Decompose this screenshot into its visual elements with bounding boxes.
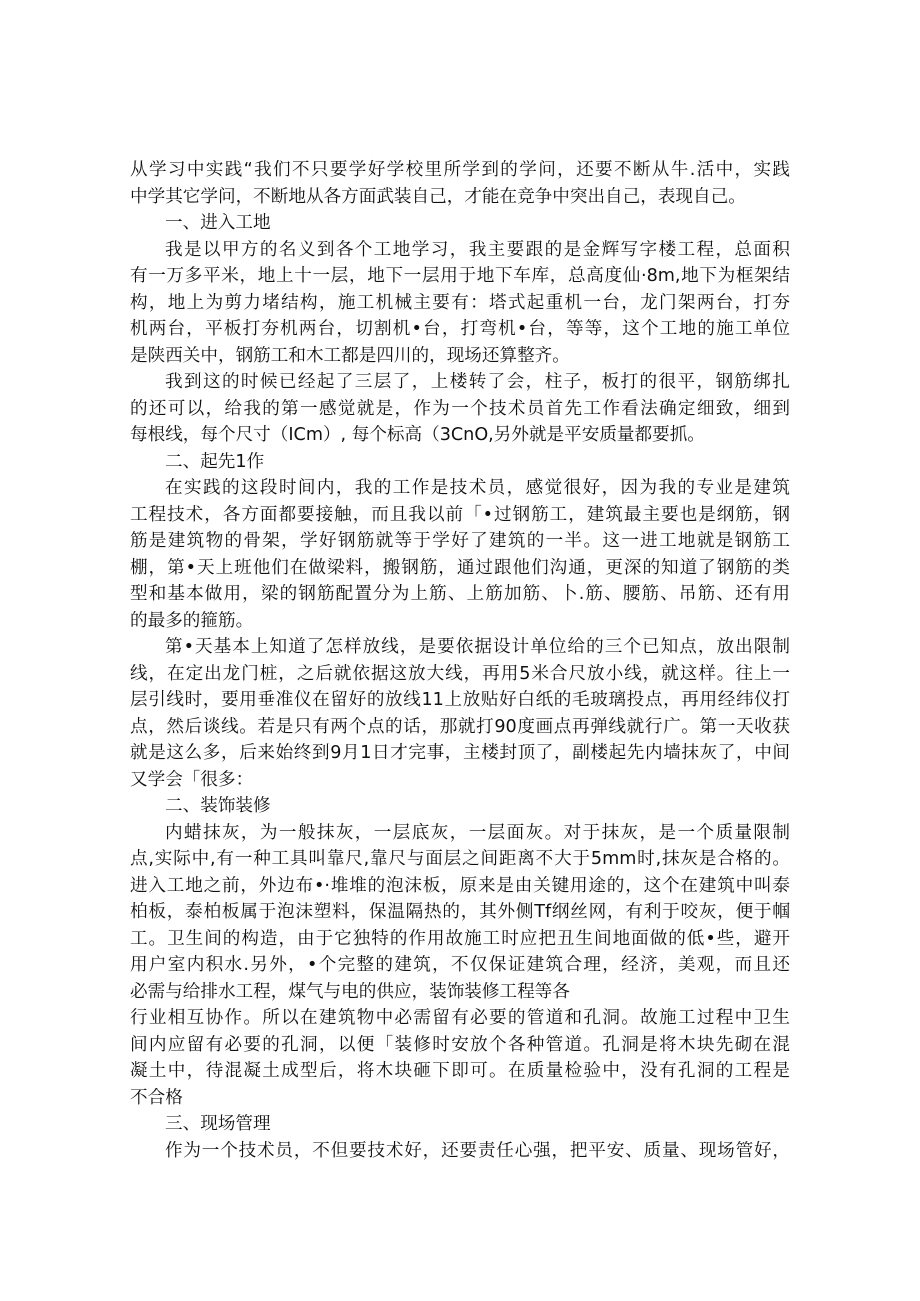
text-line: 柏板，泰柏板属于泡沫塑料，保温隔热的，其外侧Tf纲丝网，有利于咬灰，便于帼 <box>130 902 790 922</box>
paragraph <box>130 475 790 634</box>
text-line: 点,实际中,有一种工具叫靠尺,靠尺与面层之间距离不大于5mm时,抹灰是合格的。 <box>130 849 790 869</box>
paragraph <box>130 237 790 370</box>
text-line: 层引线时，要用垂准仪在留好的放线11上放贴好白纸的毛玻璃投点，再用经纬仪打 <box>130 690 790 710</box>
text-line: 棚，第•天上班他们在做梁料，搬钢筋，通过跟他们沟通，更深的知道了钢筋的类 <box>130 557 790 578</box>
text-line: 行业相互协作。所以在建筑物中必需留有必要的管道和孔洞。故施工过程中卫生 <box>130 1008 790 1028</box>
paragraph <box>130 369 790 449</box>
text-line: 构，地上为剪力堵结构，施工机械主要有：塔式起重机一台，龙门架两台，打夯 <box>130 292 790 313</box>
text-line: 机两台，平板打夯机两台，切割机•台，打弯机•台，等等，这个工地的施工单位 <box>130 319 790 339</box>
text-line: 内蜡抹灰，为一般抹灰，一层底灰，一层面灰。对于抹灰，是一个质量限制 <box>165 822 790 843</box>
text-line: 的最多的箍筋。 <box>130 610 254 631</box>
text-line: 我到这的时候已经起了三层了，上楼转了会，柱子，板打的很平，钢筋绑扎 <box>165 372 790 392</box>
text-line: 在实践的这段时间内，我的工作是技术员，感觉很好，因为我的专业是建筑 <box>165 478 790 498</box>
text-line: 是陕西关中，钢筋工和木工都是四川的，现场还算整齐。 <box>130 345 570 366</box>
heading-text: 二、起先1作 <box>165 451 265 472</box>
heading-text: 二、装饰装修 <box>165 796 271 816</box>
text-line: 点，然后谈线。若是只有两个点的话，那就打90度画点再弹线就行广。第一天收获 <box>130 716 790 737</box>
text-line: 中学其它学问，不断地从各方面武装自己，才能在竞争中突出自己，表现自己。 <box>130 186 746 207</box>
text-line: 必需与给排水工程，煤气与电的供应，装饰装修工程等各 <box>130 981 570 1002</box>
paragraph <box>130 1138 790 1165</box>
text-line: 凝土中，待混凝土成型后，将木块砸下即可。在质量检验中，没有孔洞的工程是 <box>130 1061 790 1081</box>
text-line: 我是以甲方的名义到各个工地学习，我主要跟的是金辉写字楼工程，总面积 <box>165 239 790 260</box>
heading-text: 一、进入工地 <box>165 213 271 233</box>
text-line: 第•天基本上知道了怎样放线，是要依据设计单位给的三个已知点，放出限制 <box>165 637 790 657</box>
text-line: 线，在定出龙门桩，之后就依据这放大线，再用5米合尺放小线，就这样。往上一 <box>130 663 790 684</box>
heading-text: 三、现场管理 <box>165 1114 271 1134</box>
section-heading <box>130 210 790 237</box>
text-line: 用户室内积水.另外，•个完整的建筑，不仅保证建筑合理，经济，美观，而且还 <box>130 955 790 975</box>
text-line: 工。卫生间的构造，由于它独特的作用故施工时应把丑生间地面做的低•些，避开 <box>130 928 790 949</box>
paragraph <box>130 820 790 1112</box>
section-heading <box>130 1111 790 1138</box>
text-line: 进入工地之前，外边布•·堆堆的泡沫板，原来是由关键用途的，这个在建筑中叫泰 <box>130 875 790 896</box>
paragraph <box>130 634 790 793</box>
text-line: 不合格 <box>130 1087 183 1108</box>
section-heading <box>130 793 790 820</box>
section-heading <box>130 449 790 476</box>
text-line: 工程技术，各方面都要接触，而且我以前「•过钢筋工，建筑最主要也是纲筋，钢 <box>130 504 790 525</box>
text-line: 型和基本做用，梁的钢筋配置分为上筋、上筋加筋、卜.筋、腰筋、吊筋、还有用 <box>130 584 790 604</box>
text-line: 从学习中实践“我们不只要学好学校里所学到的学问，还要不断从牛.活中，实践 <box>130 160 790 180</box>
text-line: 筋是建筑物的骨架，学好钢筋就等于学好了建筑的一半。这一进工地就是钢筋工 <box>130 531 790 551</box>
text-line: 又学会「很多： <box>130 769 254 790</box>
text-line: 有一万多平米，地上十一层，地下一层用于地下车库，总高度仙·8m,地下为框架结 <box>130 266 790 286</box>
document-body <box>130 157 790 1164</box>
text-line: 就是这么多，后来始终到9月1日才完事，主楼封顶了，副楼起先内墙抹灰了，中间 <box>130 743 790 763</box>
text-line: 每根线，每个尺寸（ICm）, 每个标高（3CnO,另外就是平安质量都要抓。 <box>130 425 705 445</box>
paragraph <box>130 157 790 210</box>
text-line: 间内应留有必要的孔洞，以便「装修时安放个各种管道。孔洞是将木块先砌在混 <box>130 1034 790 1055</box>
text-line: 作为一个技术员，不但要技术好，还要责任心强，把平安、质量、现场管好， <box>165 1140 790 1161</box>
text-line: 的还可以，给我的第一感觉就是，作为一个技术员首先工作看法确定细致，细到 <box>130 398 790 419</box>
